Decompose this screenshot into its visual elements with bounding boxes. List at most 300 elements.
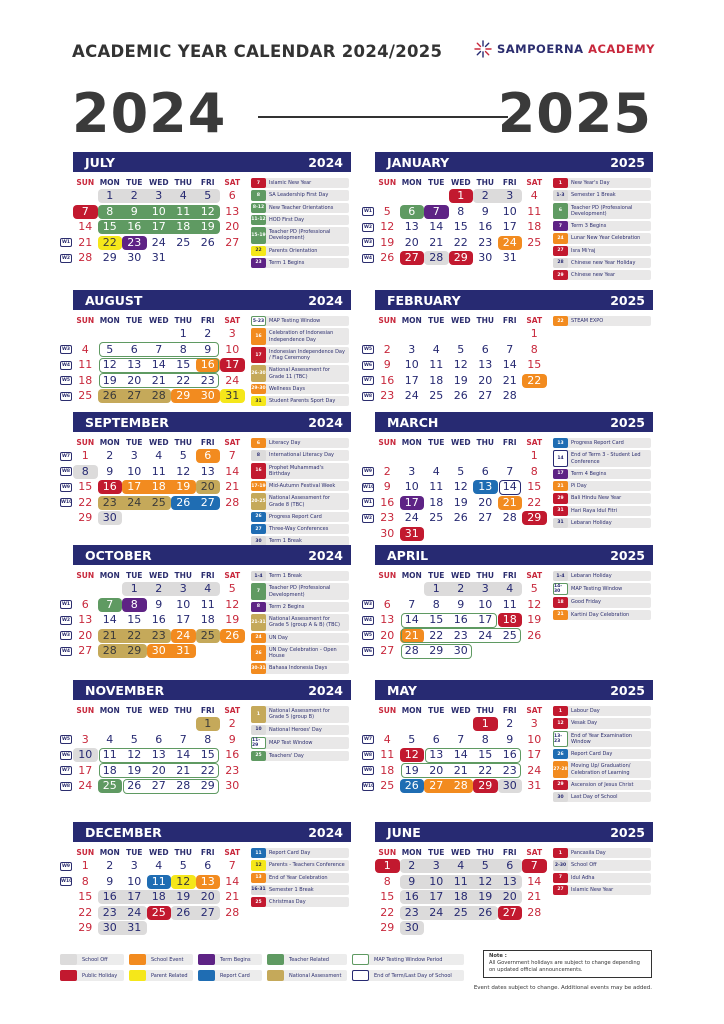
day-cell[interactable]	[147, 890, 172, 904]
day-cell[interactable]	[147, 629, 172, 643]
day-cell[interactable]	[473, 511, 498, 525]
day-cell[interactable]	[147, 582, 172, 596]
day-cell[interactable]	[171, 236, 196, 250]
day-cell[interactable]	[73, 748, 98, 762]
day-cell[interactable]	[196, 582, 221, 596]
day-cell[interactable]	[522, 629, 547, 643]
day-cell[interactable]	[498, 582, 523, 596]
day-cell[interactable]	[375, 779, 400, 793]
day-cell[interactable]	[220, 582, 245, 596]
day-cell[interactable]	[147, 598, 172, 612]
day-cell[interactable]	[98, 496, 123, 510]
day-cell[interactable]	[171, 189, 196, 203]
day-cell[interactable]	[171, 205, 196, 219]
day-cell[interactable]	[498, 251, 523, 265]
day-cell[interactable]	[522, 465, 547, 479]
day-cell[interactable]	[122, 220, 147, 234]
day-cell[interactable]	[375, 236, 400, 250]
day-cell[interactable]	[522, 511, 547, 525]
day-cell[interactable]	[122, 449, 147, 463]
day-cell[interactable]	[498, 875, 523, 889]
day-cell[interactable]	[375, 358, 400, 372]
day-cell[interactable]	[424, 890, 449, 904]
day-cell[interactable]	[196, 598, 221, 612]
day-cell[interactable]	[375, 251, 400, 265]
day-cell[interactable]	[196, 205, 221, 219]
day-cell[interactable]	[449, 779, 474, 793]
day-cell[interactable]	[522, 733, 547, 747]
day-cell[interactable]	[473, 598, 498, 612]
day-cell[interactable]	[98, 236, 123, 250]
day-cell[interactable]	[473, 343, 498, 357]
day-cell[interactable]	[498, 598, 523, 612]
day-cell[interactable]	[220, 613, 245, 627]
day-cell[interactable]	[220, 733, 245, 747]
day-cell[interactable]	[220, 236, 245, 250]
day-cell[interactable]	[449, 582, 474, 596]
day-cell[interactable]	[147, 496, 172, 510]
day-cell[interactable]	[147, 389, 172, 403]
day-cell[interactable]	[498, 220, 523, 234]
day-cell[interactable]	[375, 511, 400, 525]
day-cell[interactable]	[73, 205, 98, 219]
day-cell[interactable]	[400, 527, 425, 541]
day-cell[interactable]	[220, 748, 245, 762]
day-cell[interactable]	[147, 859, 172, 873]
day-cell[interactable]	[424, 236, 449, 250]
day-cell[interactable]	[449, 906, 474, 920]
day-cell[interactable]	[98, 480, 123, 494]
day-cell[interactable]	[122, 613, 147, 627]
day-cell[interactable]	[375, 644, 400, 658]
day-cell[interactable]	[98, 875, 123, 889]
day-cell[interactable]	[424, 511, 449, 525]
day-cell[interactable]	[375, 748, 400, 762]
day-cell[interactable]	[375, 859, 400, 873]
day-cell[interactable]	[122, 189, 147, 203]
day-cell[interactable]	[375, 389, 400, 403]
day-cell[interactable]	[473, 480, 498, 494]
day-cell[interactable]	[522, 327, 547, 341]
day-cell[interactable]	[98, 389, 123, 403]
day-cell[interactable]	[73, 906, 98, 920]
day-cell[interactable]	[449, 251, 474, 265]
day-cell[interactable]	[98, 629, 123, 643]
day-cell[interactable]	[375, 629, 400, 643]
day-cell[interactable]	[522, 717, 547, 731]
day-cell[interactable]	[220, 465, 245, 479]
day-cell[interactable]	[122, 582, 147, 596]
day-cell[interactable]	[473, 496, 498, 510]
day-cell[interactable]	[196, 327, 221, 341]
day-cell[interactable]	[196, 613, 221, 627]
day-cell[interactable]	[400, 480, 425, 494]
day-cell[interactable]	[449, 859, 474, 873]
day-cell[interactable]	[220, 389, 245, 403]
day-cell[interactable]	[73, 764, 98, 778]
day-cell[interactable]	[473, 906, 498, 920]
day-cell[interactable]	[73, 875, 98, 889]
day-cell[interactable]	[449, 511, 474, 525]
day-cell[interactable]	[98, 449, 123, 463]
day-cell[interactable]	[498, 358, 523, 372]
day-cell[interactable]	[400, 389, 425, 403]
day-cell[interactable]	[424, 343, 449, 357]
day-cell[interactable]	[498, 465, 523, 479]
day-cell[interactable]	[473, 389, 498, 403]
day-cell[interactable]	[98, 859, 123, 873]
day-cell[interactable]	[498, 511, 523, 525]
day-cell[interactable]	[424, 389, 449, 403]
day-cell[interactable]	[147, 480, 172, 494]
day-cell[interactable]	[98, 733, 123, 747]
day-cell[interactable]	[498, 496, 523, 510]
day-cell[interactable]	[122, 629, 147, 643]
day-cell[interactable]	[171, 496, 196, 510]
day-cell[interactable]	[375, 465, 400, 479]
day-cell[interactable]	[498, 859, 523, 873]
day-cell[interactable]	[449, 598, 474, 612]
day-cell[interactable]	[498, 236, 523, 250]
day-cell[interactable]	[449, 205, 474, 219]
day-cell[interactable]	[147, 220, 172, 234]
day-cell[interactable]	[400, 205, 425, 219]
day-cell[interactable]	[400, 220, 425, 234]
day-cell[interactable]	[98, 465, 123, 479]
day-cell[interactable]	[220, 205, 245, 219]
day-cell[interactable]	[522, 205, 547, 219]
day-cell[interactable]	[498, 733, 523, 747]
day-cell[interactable]	[171, 327, 196, 341]
day-cell[interactable]	[449, 890, 474, 904]
day-cell[interactable]	[171, 598, 196, 612]
day-cell[interactable]	[147, 875, 172, 889]
day-cell[interactable]	[473, 358, 498, 372]
day-cell[interactable]	[196, 465, 221, 479]
day-cell[interactable]	[522, 358, 547, 372]
day-cell[interactable]	[196, 220, 221, 234]
day-cell[interactable]	[73, 733, 98, 747]
day-cell[interactable]	[522, 613, 547, 627]
day-cell[interactable]	[220, 598, 245, 612]
day-cell[interactable]	[424, 480, 449, 494]
day-cell[interactable]	[400, 598, 425, 612]
day-cell[interactable]	[375, 527, 400, 541]
day-cell[interactable]	[400, 890, 425, 904]
day-cell[interactable]	[122, 921, 147, 935]
day-cell[interactable]	[449, 465, 474, 479]
day-cell[interactable]	[171, 582, 196, 596]
day-cell[interactable]	[122, 480, 147, 494]
day-cell[interactable]	[375, 764, 400, 778]
day-cell[interactable]	[98, 890, 123, 904]
day-cell[interactable]	[98, 906, 123, 920]
day-cell[interactable]	[98, 251, 123, 265]
day-cell[interactable]	[400, 374, 425, 388]
day-cell[interactable]	[424, 251, 449, 265]
day-cell[interactable]	[522, 496, 547, 510]
day-cell[interactable]	[73, 890, 98, 904]
day-cell[interactable]	[122, 205, 147, 219]
day-cell[interactable]	[498, 779, 523, 793]
day-cell[interactable]	[449, 374, 474, 388]
day-cell[interactable]	[449, 189, 474, 203]
day-cell[interactable]	[147, 644, 172, 658]
day-cell[interactable]	[73, 374, 98, 388]
day-cell[interactable]	[73, 613, 98, 627]
day-cell[interactable]	[375, 733, 400, 747]
day-cell[interactable]	[424, 906, 449, 920]
day-cell[interactable]	[375, 906, 400, 920]
day-cell[interactable]	[473, 374, 498, 388]
day-cell[interactable]	[220, 875, 245, 889]
day-cell[interactable]	[522, 890, 547, 904]
day-cell[interactable]	[147, 236, 172, 250]
day-cell[interactable]	[400, 906, 425, 920]
day-cell[interactable]	[122, 644, 147, 658]
day-cell[interactable]	[171, 859, 196, 873]
day-cell[interactable]	[73, 496, 98, 510]
day-cell[interactable]	[400, 236, 425, 250]
day-cell[interactable]	[98, 921, 123, 935]
day-cell[interactable]	[147, 449, 172, 463]
day-cell[interactable]	[522, 220, 547, 234]
day-cell[interactable]	[375, 598, 400, 612]
day-cell[interactable]	[400, 511, 425, 525]
day-cell[interactable]	[424, 733, 449, 747]
day-cell[interactable]	[424, 205, 449, 219]
day-cell[interactable]	[171, 629, 196, 643]
day-cell[interactable]	[73, 779, 98, 793]
day-cell[interactable]	[220, 906, 245, 920]
day-cell[interactable]	[220, 449, 245, 463]
day-cell[interactable]	[473, 189, 498, 203]
day-cell[interactable]	[122, 859, 147, 873]
day-cell[interactable]	[522, 764, 547, 778]
day-cell[interactable]	[375, 205, 400, 219]
day-cell[interactable]	[220, 189, 245, 203]
day-cell[interactable]	[400, 875, 425, 889]
day-cell[interactable]	[400, 358, 425, 372]
day-cell[interactable]	[220, 717, 245, 731]
day-cell[interactable]	[220, 496, 245, 510]
day-cell[interactable]	[98, 644, 123, 658]
day-cell[interactable]	[73, 449, 98, 463]
day-cell[interactable]	[498, 343, 523, 357]
day-cell[interactable]	[473, 205, 498, 219]
day-cell[interactable]	[375, 921, 400, 935]
day-cell[interactable]	[375, 890, 400, 904]
day-cell[interactable]	[424, 374, 449, 388]
day-cell[interactable]	[449, 480, 474, 494]
day-cell[interactable]	[98, 511, 123, 525]
day-cell[interactable]	[522, 598, 547, 612]
day-cell[interactable]	[73, 921, 98, 935]
day-cell[interactable]	[449, 220, 474, 234]
day-cell[interactable]	[522, 449, 547, 463]
day-cell[interactable]	[171, 875, 196, 889]
day-cell[interactable]	[196, 480, 221, 494]
day-cell[interactable]	[522, 859, 547, 873]
day-cell[interactable]	[498, 189, 523, 203]
day-cell[interactable]	[522, 748, 547, 762]
day-cell[interactable]	[171, 733, 196, 747]
day-cell[interactable]	[498, 205, 523, 219]
day-cell[interactable]	[73, 644, 98, 658]
day-cell[interactable]	[498, 890, 523, 904]
day-cell[interactable]	[171, 906, 196, 920]
day-cell[interactable]	[220, 327, 245, 341]
day-cell[interactable]	[196, 389, 221, 403]
day-cell[interactable]	[196, 875, 221, 889]
day-cell[interactable]	[73, 220, 98, 234]
day-cell[interactable]	[424, 358, 449, 372]
day-cell[interactable]	[498, 613, 523, 627]
day-cell[interactable]	[473, 465, 498, 479]
day-cell[interactable]	[98, 779, 123, 793]
day-cell[interactable]	[147, 906, 172, 920]
day-cell[interactable]	[73, 236, 98, 250]
day-cell[interactable]	[147, 733, 172, 747]
day-cell[interactable]	[424, 496, 449, 510]
day-cell[interactable]	[220, 764, 245, 778]
day-cell[interactable]	[171, 389, 196, 403]
day-cell[interactable]	[400, 859, 425, 873]
day-cell[interactable]	[220, 779, 245, 793]
day-cell[interactable]	[400, 465, 425, 479]
day-cell[interactable]	[400, 748, 425, 762]
day-cell[interactable]	[73, 389, 98, 403]
day-cell[interactable]	[375, 220, 400, 234]
day-cell[interactable]	[73, 358, 98, 372]
day-cell[interactable]	[98, 598, 123, 612]
day-cell[interactable]	[196, 890, 221, 904]
day-cell[interactable]	[196, 236, 221, 250]
day-cell[interactable]	[449, 875, 474, 889]
day-cell[interactable]	[375, 374, 400, 388]
day-cell[interactable]	[73, 480, 98, 494]
day-cell[interactable]	[122, 465, 147, 479]
day-cell[interactable]	[522, 480, 547, 494]
day-cell[interactable]	[196, 189, 221, 203]
day-cell[interactable]	[220, 480, 245, 494]
day-cell[interactable]	[375, 343, 400, 357]
day-cell[interactable]	[473, 875, 498, 889]
day-cell[interactable]	[147, 251, 172, 265]
day-cell[interactable]	[98, 220, 123, 234]
day-cell[interactable]	[98, 189, 123, 203]
day-cell[interactable]	[498, 906, 523, 920]
day-cell[interactable]	[73, 598, 98, 612]
day-cell[interactable]	[498, 374, 523, 388]
day-cell[interactable]	[171, 465, 196, 479]
day-cell[interactable]	[424, 875, 449, 889]
day-cell[interactable]	[171, 613, 196, 627]
day-cell[interactable]	[449, 358, 474, 372]
day-cell[interactable]	[171, 480, 196, 494]
day-cell[interactable]	[147, 465, 172, 479]
day-cell[interactable]	[220, 890, 245, 904]
day-cell[interactable]	[424, 465, 449, 479]
day-cell[interactable]	[122, 236, 147, 250]
day-cell[interactable]	[73, 343, 98, 357]
day-cell[interactable]	[171, 220, 196, 234]
day-cell[interactable]	[196, 717, 221, 731]
day-cell[interactable]	[375, 613, 400, 627]
day-cell[interactable]	[220, 220, 245, 234]
day-cell[interactable]	[449, 733, 474, 747]
day-cell[interactable]	[449, 236, 474, 250]
day-cell[interactable]	[122, 890, 147, 904]
day-cell[interactable]	[122, 733, 147, 747]
day-cell[interactable]	[473, 236, 498, 250]
day-cell[interactable]	[122, 251, 147, 265]
day-cell[interactable]	[424, 779, 449, 793]
day-cell[interactable]	[449, 496, 474, 510]
day-cell[interactable]	[424, 598, 449, 612]
day-cell[interactable]	[375, 480, 400, 494]
day-cell[interactable]	[522, 906, 547, 920]
day-cell[interactable]	[98, 613, 123, 627]
day-cell[interactable]	[473, 582, 498, 596]
day-cell[interactable]	[522, 343, 547, 357]
day-cell[interactable]	[220, 374, 245, 388]
day-cell[interactable]	[98, 205, 123, 219]
day-cell[interactable]	[400, 343, 425, 357]
day-cell[interactable]	[498, 717, 523, 731]
day-cell[interactable]	[196, 449, 221, 463]
day-cell[interactable]	[196, 859, 221, 873]
day-cell[interactable]	[73, 511, 98, 525]
day-cell[interactable]	[73, 251, 98, 265]
day-cell[interactable]	[73, 629, 98, 643]
day-cell[interactable]	[171, 644, 196, 658]
day-cell[interactable]	[522, 779, 547, 793]
day-cell[interactable]	[522, 236, 547, 250]
day-cell[interactable]	[171, 449, 196, 463]
day-cell[interactable]	[220, 343, 245, 357]
day-cell[interactable]	[424, 220, 449, 234]
day-cell[interactable]	[147, 205, 172, 219]
day-cell[interactable]	[73, 465, 98, 479]
day-cell[interactable]	[473, 779, 498, 793]
day-cell[interactable]	[196, 629, 221, 643]
day-cell[interactable]	[473, 717, 498, 731]
day-cell[interactable]	[171, 890, 196, 904]
day-cell[interactable]	[473, 733, 498, 747]
day-cell[interactable]	[147, 613, 172, 627]
day-cell[interactable]	[449, 389, 474, 403]
day-cell[interactable]	[220, 859, 245, 873]
day-cell[interactable]	[122, 389, 147, 403]
day-cell[interactable]	[375, 875, 400, 889]
day-cell[interactable]	[122, 906, 147, 920]
day-cell[interactable]	[400, 733, 425, 747]
day-cell[interactable]	[424, 582, 449, 596]
day-cell[interactable]	[449, 343, 474, 357]
day-cell[interactable]	[522, 189, 547, 203]
day-cell[interactable]	[122, 496, 147, 510]
day-cell[interactable]	[473, 890, 498, 904]
day-cell[interactable]	[522, 875, 547, 889]
day-cell[interactable]	[196, 906, 221, 920]
day-cell[interactable]	[400, 496, 425, 510]
day-cell[interactable]	[122, 598, 147, 612]
day-cell[interactable]	[400, 251, 425, 265]
day-cell[interactable]	[375, 496, 400, 510]
day-cell[interactable]	[473, 251, 498, 265]
day-cell[interactable]	[196, 496, 221, 510]
